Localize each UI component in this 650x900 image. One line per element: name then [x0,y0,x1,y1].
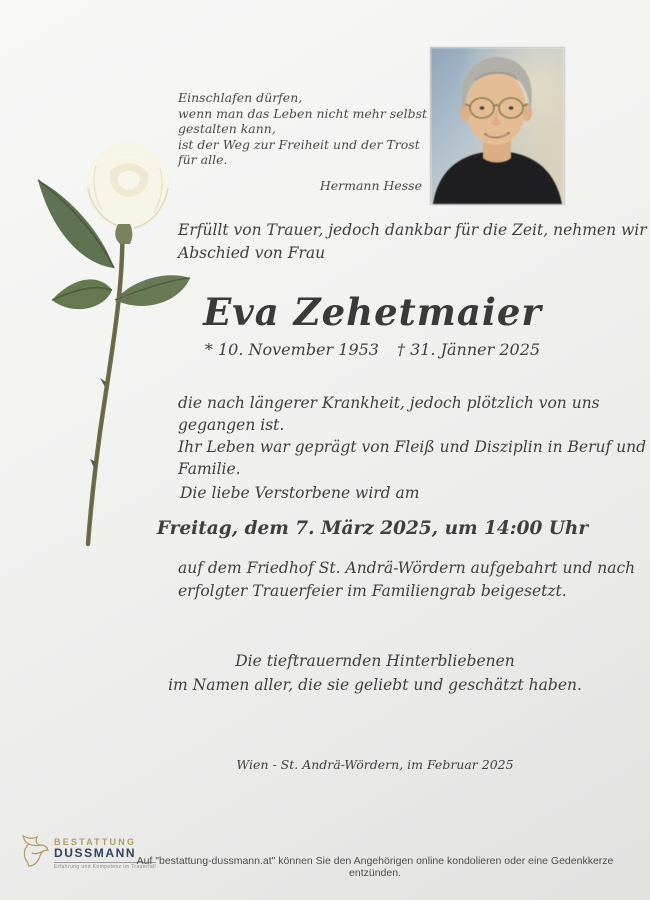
quote-line: Einschlafen dürfen, [178,90,303,105]
obituary-line: Ihr Leben war geprägt von Fleiß und Disziplin in Beruf und [178,438,647,456]
life-dates [145,340,600,359]
deceased-block [145,290,600,359]
rose-bloom [87,142,169,244]
closing-line: Die tieftrauernden Hinterbliebenen [235,652,515,670]
obituary-paragraph [178,392,650,480]
service-line: erfolgter Trauerfeier im Familiengrab beigesetzt. [178,582,567,600]
closing-line: im Namen aller, die sie geliebt und geschätzt haben. [168,676,582,694]
quote-line: wenn man das Leben nicht mehr selbst gestalten kann, [178,105,428,136]
quote-line: ist der Weg zur Freiheit und der Trost für alle. [178,136,420,167]
intro-block [178,219,647,265]
closing-block [130,649,620,697]
quote-attribution: Hermann Hesse [319,177,422,193]
portrait-graphic [431,48,564,204]
place-date-line: Wien - St. Andrä-Wördern, im Februar 2025 [236,757,514,772]
service-line: auf dem Friedhof St. Andrä-Wördern aufgebahrt und nach [178,559,636,577]
death-date: † 31. Jänner 2025 [396,340,541,359]
intro-line: Erfüllt von Trauer, jedoch dankbar für die Zeit, nehmen wir [178,221,647,239]
service-intro: Die liebe Verstorbene wird am [180,484,420,502]
portrait-photo [430,47,565,205]
dove-icon [20,833,50,873]
logo-line-dussmann: DUSSMANN [54,845,137,860]
obituary-line: die nach längerer Krankheit, jedoch plötzlich von uns gegangen ist. [178,394,600,434]
logo-line-bestattung: BESTATTUNG [54,836,137,847]
service-datetime: Freitag, dem 7. März 2025, um 14:00 Uhr [156,518,589,539]
obituary-line: Familie. [178,460,241,478]
deceased-name: Eva Zehetmaier [203,290,542,334]
service-details [178,557,635,603]
online-condolence-note: Auf "bestattung-dussmann.at" können Sie den Angehörigen online kondolieren oder eine Gedenkkerze entzünden. [136,855,614,879]
logo-tagline: Erfahrung und Kompetenz im Trauerfall [54,863,157,870]
quote-block [178,90,438,193]
birth-date: * 10. November 1953 [204,340,379,359]
intro-line: Abschied von Frau [178,244,326,262]
